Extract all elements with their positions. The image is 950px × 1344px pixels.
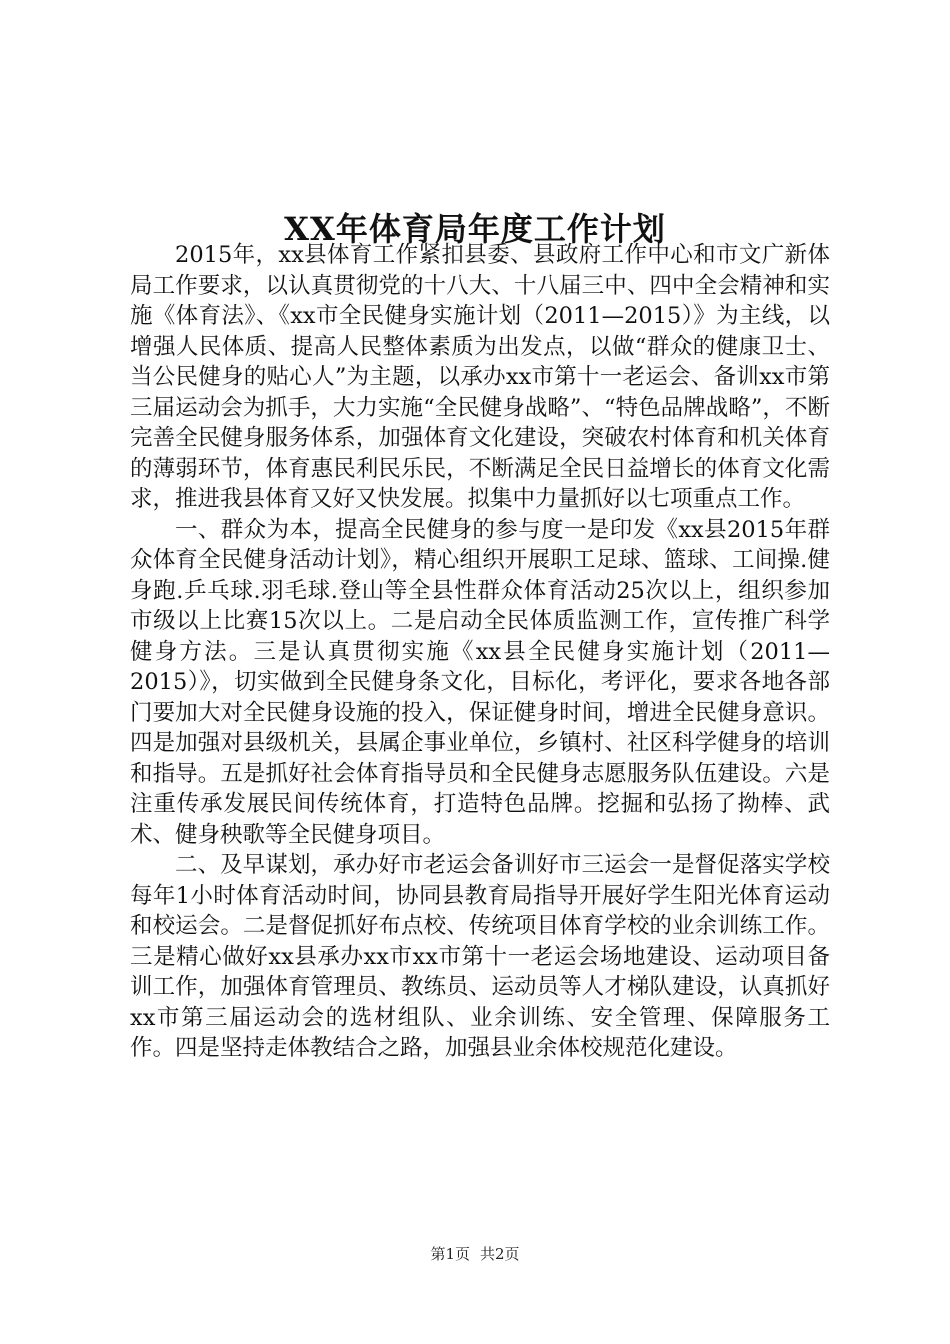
document-body: [130, 240, 830, 1064]
page-total: 共2页: [480, 1245, 520, 1263]
page-footer: [0, 1242, 950, 1266]
document-title: XX年体育局年度工作计划: [284, 210, 666, 249]
page-number: 第1页: [430, 1245, 470, 1263]
paragraph-intro: 2015年，xx县体育工作紧扣县委、县政府工作中心和市文广新体局工作要求，以认真贯彻党的十八大、十八届三中、四中全会精神和实施《体育法》、《xx市全民健身实施计划（2011—2015）》为主线，以增强人民体质、提高人民整体素质为出发点，以做“群众的健康卫士、当公民健身的贴心人”为主题，以承办xx市第十一老运会、备训xx市第三届运动会为抓手，大力实施“全民健身战略”、“特色品牌战略”，不断完善全民健身服务体系，加强体育文化建设，突破农村体育和机关体育的薄弱环节，体育惠民利民乐民，不断满足全民日益增长的体育文化需求，推进我县体育又好又快发展。拟集中力量抓好以七项重点工作。: [130, 242, 830, 512]
paragraph-section-1: 一、群众为本，提高全民健身的参与度一是印发《xx县2015年群众体育全民健身活动计划》，精心组织开展职工足球、篮球、工间操.健身跑.乒乓球.羽毛球.登山等全县性群众体育活动25次以上，组织参加市级以上比赛15次以上。二是启动全民体质监测工作，宣传推广科学健身方法。三是认真贯彻实施《xx县全民健身实施计划（2011—2015）》，切实做到全民健身条文化，目标化，考评化，要求各地各部门要加大对全民健身设施的投入，保证健身时间，增进全民健身意识。四是加强对县级机关，县属企事业单位，乡镇村、社区科学健身的培训和指导。五是抓好社会体育指导员和全民健身志愿服务队伍建设。六是注重传承发展民间传统体育，打造特色品牌。挖掘和弘扬了拗棒、武术、健身秧歌等全民健身项目。: [130, 516, 830, 848]
paragraph-section-2: 二、及早谋划，承办好市老运会备训好市三运会一是督促落实学校每年1小时体育活动时间，协同县教育局指导开展好学生阳光体育运动和校运会。二是督促抓好布点校、传统项目体育学校的业余训练工作。三是精心做好xx县承办xx市xx市第十一老运会场地建设、运动项目备训工作，加强体育管理员、教练员、运动员等人才梯队建设，认真抓好xx市第三届运动会的选材组队、业余训练、安全管理、保障服务工作。四是坚持走体教结合之路，加强县业余体校规范化建设。: [130, 852, 830, 1061]
